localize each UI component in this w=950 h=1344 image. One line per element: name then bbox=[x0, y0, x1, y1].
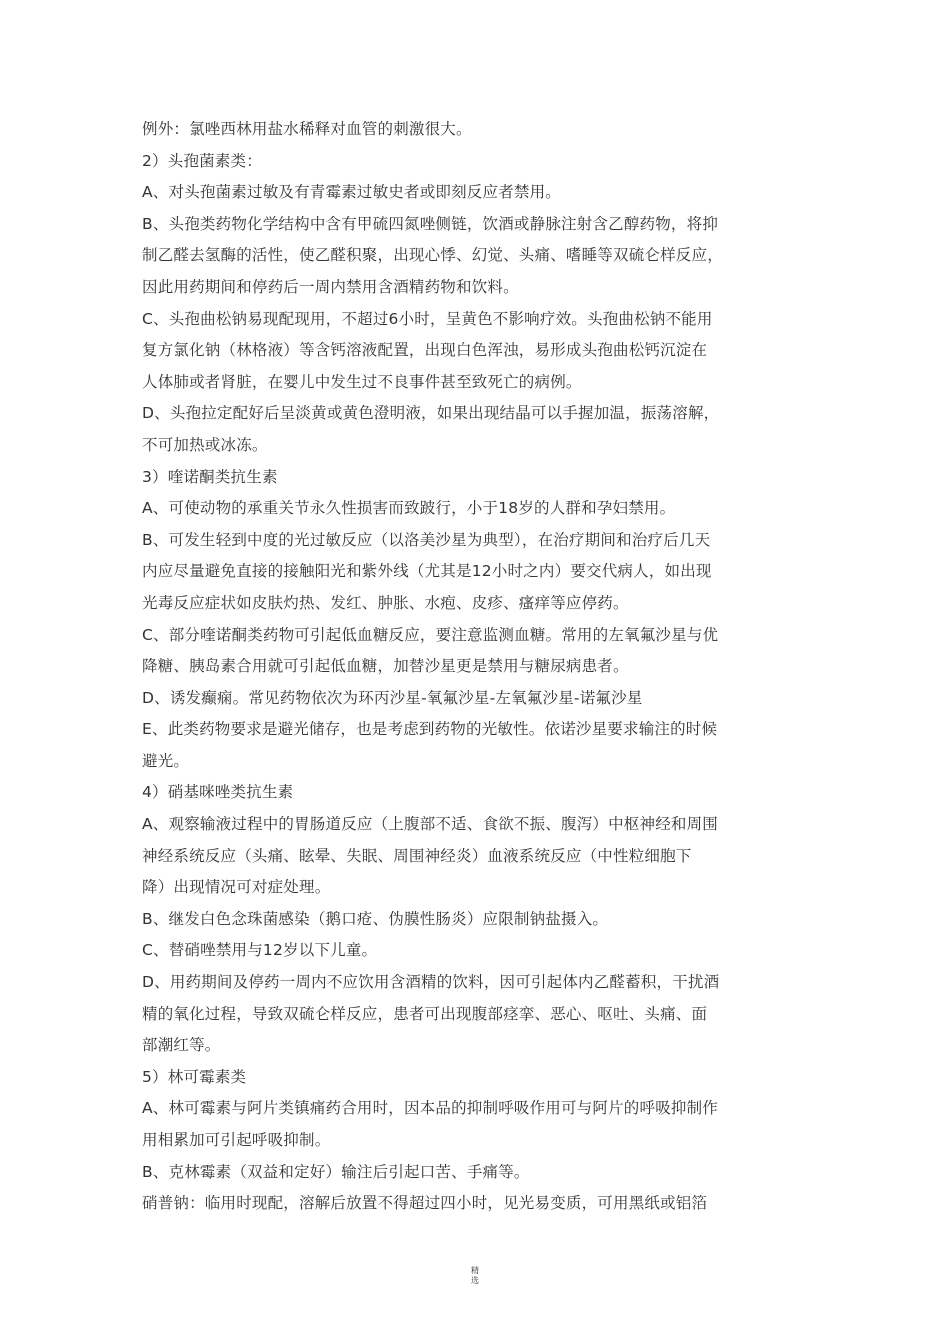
footer-text: 选 bbox=[471, 1276, 479, 1285]
text-line: D、诱发癫痫。常见药物依次为环丙沙星-氧氟沙星-左氧氟沙星-诺氟沙星 bbox=[142, 688, 643, 707]
text-line: 精的氧化过程，导致双硫仑样反应，患者可出现腹部痉挛、恶心、呕吐、头痛、面 bbox=[142, 1004, 708, 1023]
text-line: 制乙醛去氢酶的活性，使乙醛积聚，出现心悸、幻觉、头痛、嗜睡等双硫仑样反应， bbox=[142, 246, 723, 265]
text-line: 例外：氯唑西林用盐水稀释对血管的刺激很大。 bbox=[142, 120, 472, 138]
text-line: 不可加热或冰冻。 bbox=[142, 435, 268, 454]
text-line: D、头孢拉定配好后呈淡黄或黄色澄明液，如果出现结晶可以手握加温，振荡溶解， bbox=[142, 404, 720, 423]
text-line: B、克林霉素（双益和定好）输注后引起口苦、手痛等。 bbox=[142, 1162, 530, 1181]
text-line: C、替硝唑禁用与12岁以下儿童。 bbox=[142, 941, 378, 960]
page-footer bbox=[0, 1266, 950, 1286]
footer-text: 精 bbox=[471, 1266, 479, 1275]
text-line: 神经系统反应（头痛、眩晕、失眠、周围神经炎）血液系统反应（中性粒细胞下 bbox=[142, 846, 692, 865]
text-line: 光毒反应症状如皮肤灼热、发红、肿胀、水疱、皮疹、瘙痒等应停药。 bbox=[142, 593, 629, 612]
section-heading: 5）林可霉素类 bbox=[142, 1067, 247, 1086]
text-line: C、部分喹诺酮类药物可引起低血糖反应，要注意监测血糖。常用的左氧氟沙星与优 bbox=[142, 625, 719, 644]
section-heading: 3）喹诺酮类抗生素 bbox=[142, 467, 278, 486]
text-line: 避光。 bbox=[142, 751, 190, 770]
text-line: A、可使动物的承重关节永久性损害而致跛行，小于18岁的人群和孕妇禁用。 bbox=[142, 499, 676, 518]
text-line: 复方氯化钠（林格液）等含钙溶液配置，出现白色浑浊，易形成头孢曲松钙沉淀在 bbox=[142, 341, 708, 360]
text-line: B、继发白色念珠菌感染（鹅口疮、伪膜性肠炎）应限制钠盐摄入。 bbox=[142, 909, 609, 928]
text-line: 内应尽量避免直接的接触阳光和紫外线（尤其是12小时之内）要交代病人，如出现 bbox=[142, 562, 712, 581]
text-line: D、用药期间及停药一周内不应饮用含酒精的饮料，因可引起体内乙醛蓄积，干扰酒 bbox=[142, 973, 720, 992]
text-line: 部潮红等。 bbox=[142, 1036, 221, 1055]
text-line: 人体肺或者肾脏，在婴儿中发生过不良事件甚至致死亡的病例。 bbox=[142, 372, 582, 391]
text-line: E、此类药物要求是避光储存，也是考虑到药物的光敏性。依诺沙星要求输注的时候 bbox=[142, 720, 718, 739]
section-heading: 2）头孢菌素类： bbox=[142, 151, 262, 170]
text-line: 用相累加可引起呼吸抑制。 bbox=[142, 1131, 331, 1149]
document-body bbox=[142, 114, 810, 1220]
text-line: B、头孢类药物化学结构中含有甲硫四氮唑侧链，饮酒或静脉注射含乙醇药物，将抑 bbox=[142, 214, 719, 233]
text-line: A、对头孢菌素过敏及有青霉素过敏史者或即刻反应者禁用。 bbox=[142, 183, 562, 202]
text-line: A、观察输液过程中的胃肠道反应（上腹部不适、食欲不振、腹泻）中枢神经和周围 bbox=[142, 815, 719, 834]
text-line: 降）出现情况可对症处理。 bbox=[142, 878, 331, 897]
text-line: 硝普钠：临用时现配，溶解后放置不得超过四小时，见光易变质，可用黑纸或铝箔 bbox=[142, 1194, 708, 1213]
text-line: B、可发生轻到中度的光过敏反应（以洛美沙星为典型），在治疗期间和治疗后几天 bbox=[142, 530, 711, 549]
section-heading: 4）硝基咪唑类抗生素 bbox=[142, 783, 294, 802]
text-line: 降糖、胰岛素合用就可引起低血糖，加替沙星更是禁用与糖尿病患者。 bbox=[142, 657, 629, 676]
text-line: C、头孢曲松钠易现配现用，不超过6小时，呈黄色不影响疗效。头孢曲松钠不能用 bbox=[142, 309, 713, 328]
text-line: 因此用药期间和停药后一周内禁用含酒精药物和饮料。 bbox=[142, 277, 519, 296]
text-line: A、林可霉素与阿片类镇痛药合用时，因本品的抑制呼吸作用可与阿片的呼吸抑制作 bbox=[142, 1099, 719, 1118]
